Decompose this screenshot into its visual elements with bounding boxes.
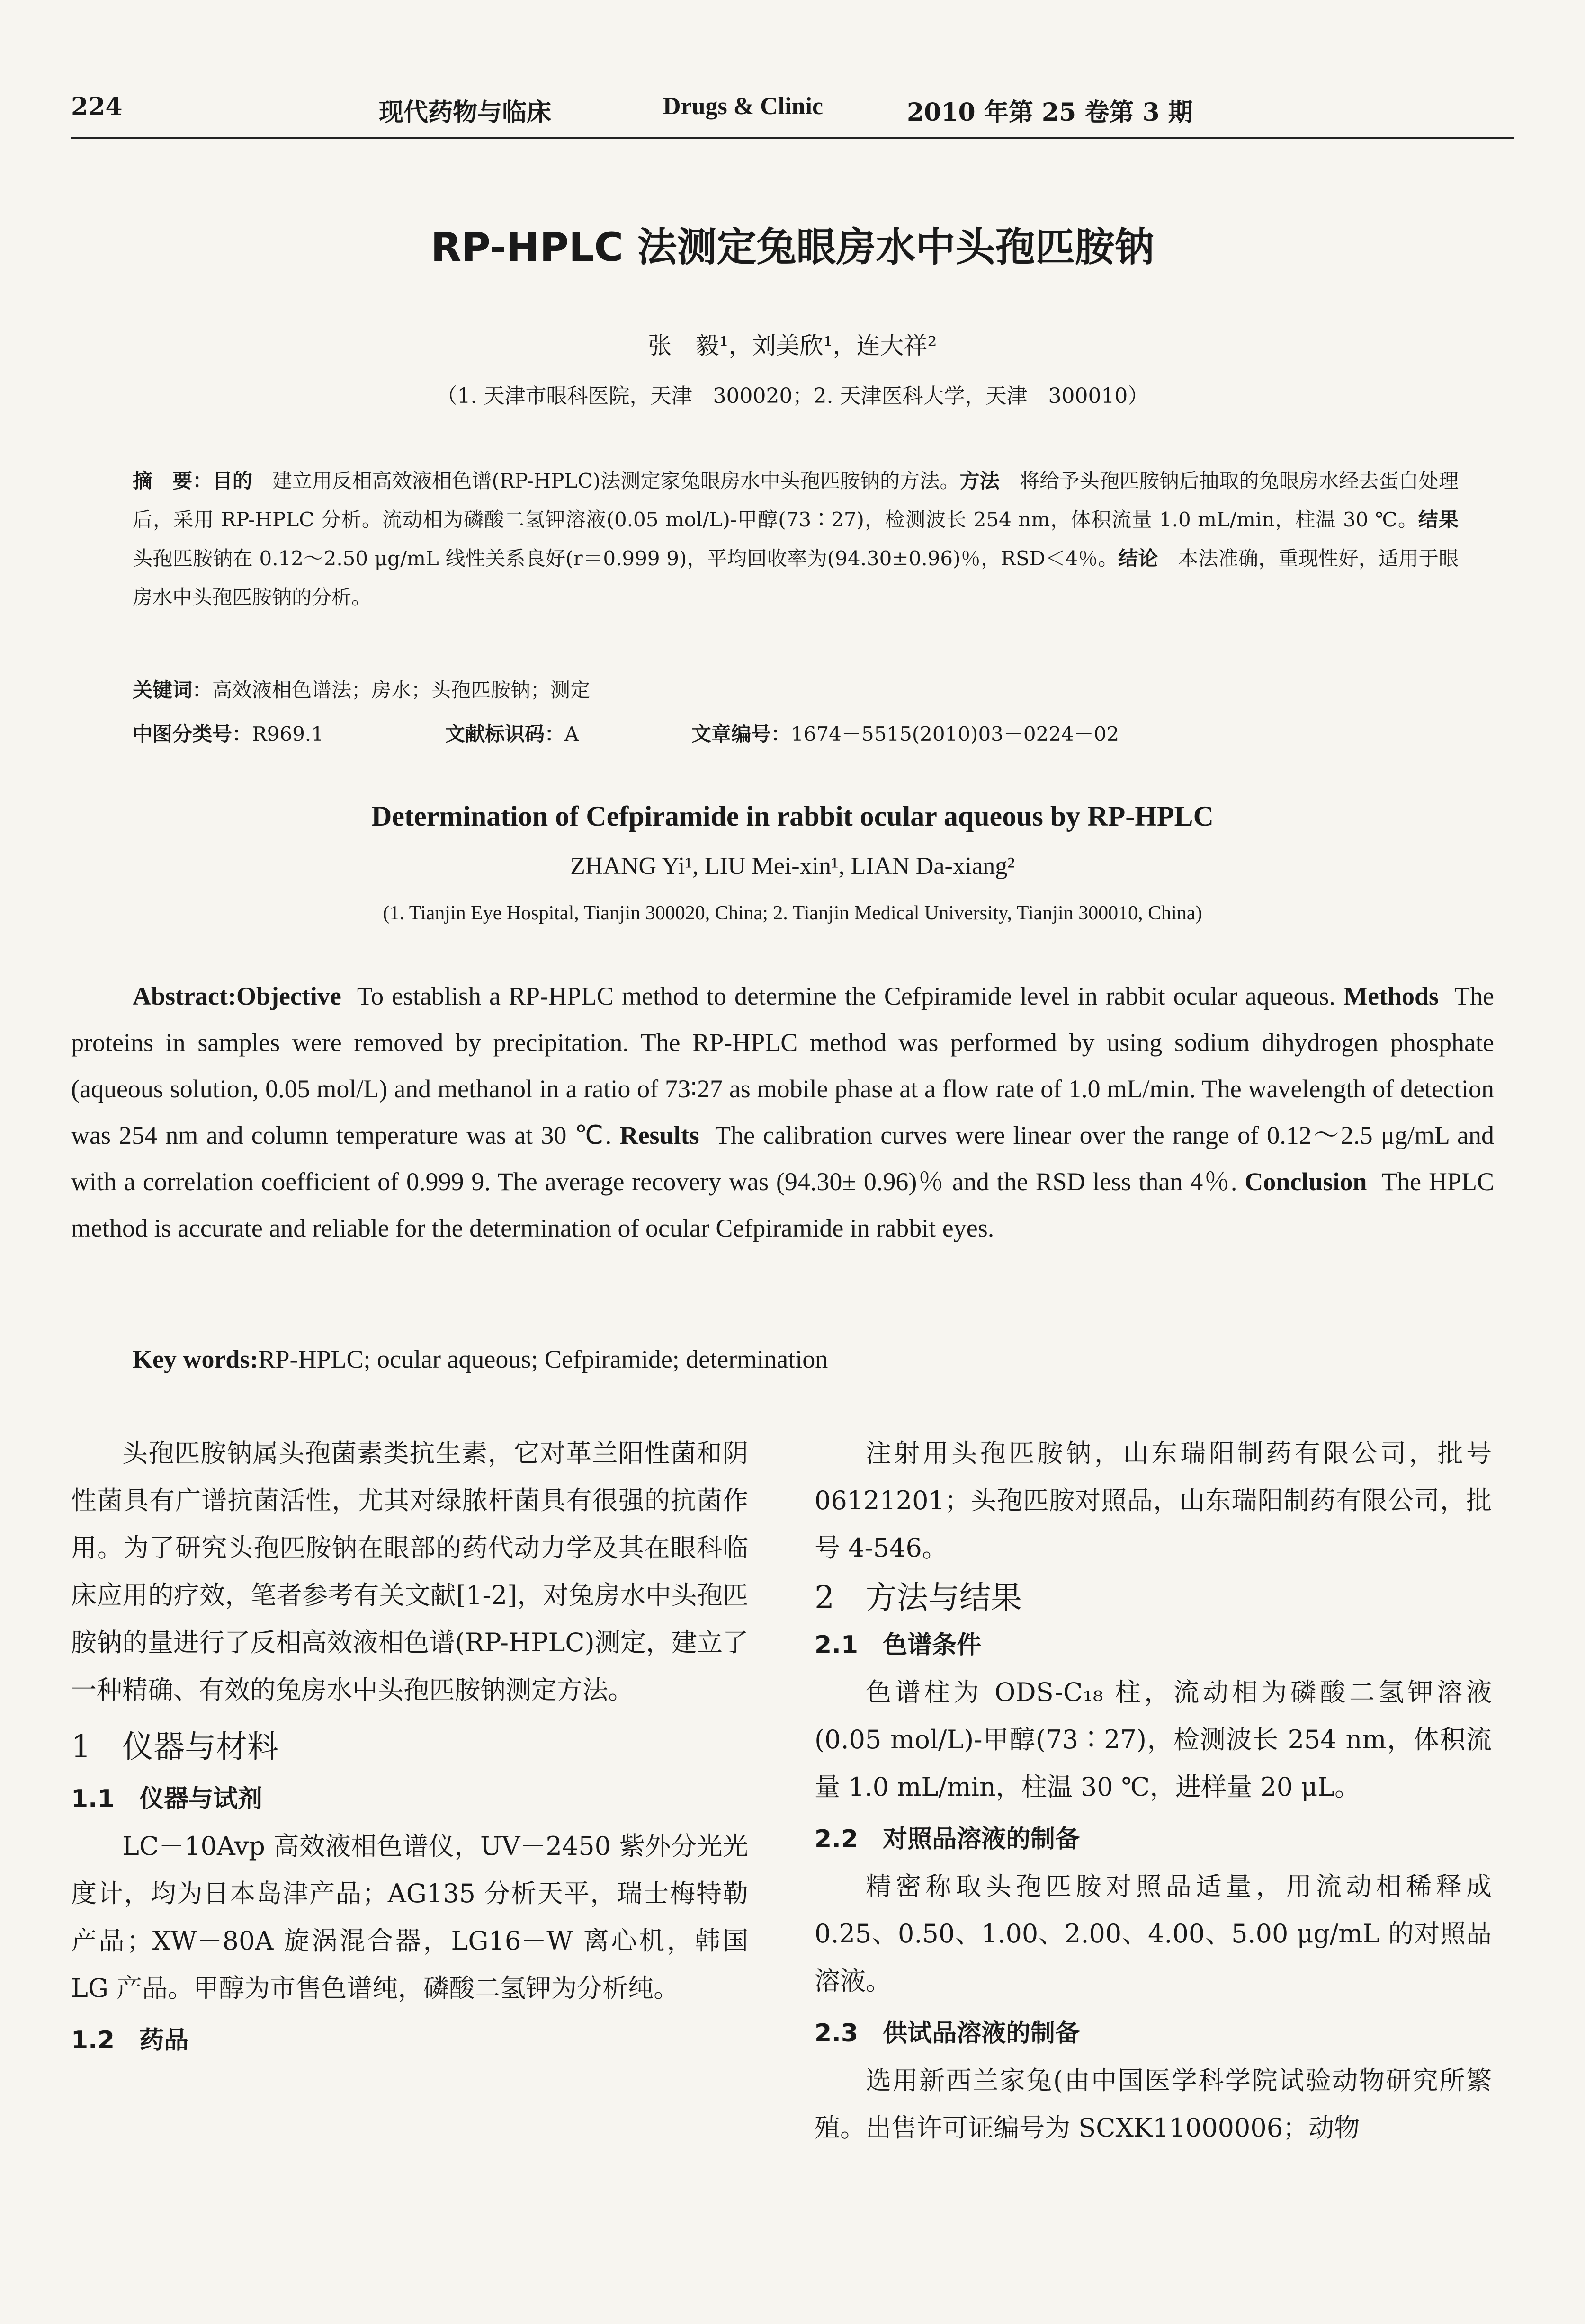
issue-info: 2010 年第 25 卷第 3 期 [907, 98, 1193, 127]
objective-en: To establish a RP-HPLC method to determine the Cefpiramide level in rabbit ocular aqueous. [357, 982, 1336, 1010]
clc-value: R969.1 [252, 722, 324, 746]
section-2-2-title: 2.2 对照品溶液的制备 [815, 1825, 1080, 1853]
section-1-title: 1 仪器与材料 [71, 1728, 278, 1765]
journal-name-cn: 现代药物与临床 [379, 98, 552, 127]
conclusion-label-cn: 结论 [1118, 547, 1158, 570]
affiliation-cn: （1. 天津市眼科医院，天津 300020；2. 天津医科大学，天津 300010） [436, 384, 1149, 408]
intro-paragraph: 头孢匹胺钠属头孢菌素类抗生素，它对革兰阳性菌和阴性菌具有广谱抗菌活性，尤其对绿脓杆菌具有很强的抗菌作用。为了研究头孢匹胺钠在眼部的药代动力学及其在眼科临床应用的疗效，笔者参考有关文献[1-2]，对兔房水中头孢匹胺钠的量进行了反相高效液相色谱(RP-HPLC)测定，建立了一种精确、有效的兔房水中头孢匹胺钠测定方法。 [71, 1438, 748, 1705]
clc-label: 中图分类号： [133, 722, 252, 746]
doc-code-value: A [564, 722, 579, 746]
section-2-1-title: 2.1 色谱条件 [815, 1631, 982, 1659]
conclusion-label-en: Conclusion [1245, 1167, 1367, 1196]
body-right-column [815, 1430, 1492, 2152]
section-2-1-text: 色谱柱为 ODS-C₁₈ 柱，流动相为磷酸二氢钾溶液(0.05 mol/L)-甲醇(73∶27)，检测波长 254 nm，体积流量 1.0 mL/min，柱温 30 ℃，进样量 20 μL。 [815, 1677, 1492, 1802]
methods-label-cn: 方法 [959, 469, 1000, 492]
clc-number [133, 719, 324, 747]
keywords-en-label: Key words: [133, 1345, 259, 1373]
section-1-1-text: LC－10Avp 高效液相色谱仪，UV－2450 紫外分光光度计，均为日本岛津产品；AG135 分析天平，瑞士梅特勒产品；XW－80A 旋涡混合器，LG16－W 离心机，韩国 LG 产品。甲醇为市售色谱纯，磷酸二氢钾为分析纯。 [71, 1831, 748, 2003]
abstract-en-label: Abstract: [133, 982, 236, 1010]
doc-code-label: 文献标识码： [445, 722, 565, 746]
section-1-2-title: 1.2 药品 [71, 2026, 189, 2055]
abstract-cn [133, 462, 1459, 617]
section-2-3-title: 2.3 供试品溶液的制备 [815, 2019, 1080, 2048]
section-2-2-text: 精密称取头孢匹胺对照品适量，用流动相稀释成 0.25、0.50、1.00、2.00、4.00、5.00 μg/mL 的对照品溶液。 [815, 1871, 1492, 1996]
keywords-cn-text: 高效液相色谱法；房水；头孢匹胺钠；测定 [212, 678, 591, 702]
objective-label-en: Objective [236, 982, 341, 1010]
body-left-column [71, 1430, 748, 2064]
objective-label-cn: 目的 [212, 469, 252, 492]
authors-en: ZHANG Yi¹, LIU Mei-xin¹, LIAN Da-xiang² [570, 853, 1015, 880]
objective-cn: 建立用反相高效液相色谱(RP-HPLC)法测定家兔眼房水中头孢匹胺钠的方法。 [272, 469, 960, 492]
article-title-en: Determination of Cefpiramide in rabbit ocular aqueous by RP-HPLC [371, 801, 1214, 832]
section-2-title: 2 方法与结果 [815, 1579, 1022, 1616]
section-1-1-title: 1.1 仪器与试剂 [71, 1785, 263, 1813]
page-number: 224 [71, 92, 123, 121]
authors-cn: 张 毅¹，刘美欣¹，连大祥² [648, 332, 937, 359]
methods-label-en: Methods [1343, 982, 1439, 1010]
results-label-en: Results [619, 1121, 699, 1149]
journal-name-en: Drugs & Clinic [663, 93, 823, 120]
results-cn: 头孢匹胺钠在 0.12～2.50 μg/mL 线性关系良好(r＝0.999 9)，平均回收率为(94.30±0.96)％，RSD＜4％。 [133, 547, 1119, 570]
section-1-2-text: 注射用头孢匹胺钠，山东瑞阳制药有限公司，批号 06121201；头孢匹胺对照品，山东瑞阳制药有限公司，批号 4-546。 [815, 1438, 1492, 1563]
affiliation-en: (1. Tianjin Eye Hospital, Tianjin 300020, China; 2. Tianjin Medical University, Tianjin 300010, China) [383, 902, 1202, 924]
document-code [445, 719, 579, 747]
article-number [691, 719, 1119, 747]
article-no-value: 1674－5515(2010)03－0224－02 [791, 722, 1119, 746]
results-label-cn: 结果 [1418, 508, 1459, 531]
article-no-label: 文章编号： [691, 722, 791, 746]
keywords-en [133, 1345, 828, 1374]
results-en: The calibration curves were linear over the range of 0.12～2.5 μg/mL and with a correlation coefficient of 0.999 9. The average recovery was (94.30± 0.96)％ and the RSD less than 4％. [71, 1121, 1494, 1196]
keywords-cn-label: 关键词： [133, 678, 213, 702]
conclusion-cn: 本法准确，重现性好，适用于眼房水中头孢匹胺钠的分析。 [133, 547, 1459, 609]
conclusion-en: The HPLC method is accurate and reliable for the determination of ocular Cefpiramide in rabbit eyes. [71, 1167, 1495, 1242]
methods-en: The proteins in samples were removed by precipitation. The RP-HPLC method was performed by using sodium dihydrogen phosphate (aqueous solution, 0.05 mol/L) and methanol in a ratio of 73∶27 as mobile phase at a flow rate of 1.0 mL/min. The wavelength of detection was 254 nm and column temperature was at 30 ℃. [71, 982, 1494, 1149]
article-title-cn: RP-HPLC 法测定兔眼房水中头孢匹胺钠 [430, 224, 1155, 270]
methods-cn: 将给予头孢匹胺钠后抽取的兔眼房水经去蛋白处理后，采用 RP-HPLC 分析。流动相为磷酸二氢钾溶液(0.05 mol/L)-甲醇(73∶27)，检测波长 254 nm，体积流量 1.0 mL/min，柱温 30 ℃。 [133, 469, 1459, 531]
keywords-en-text: RP-HPLC; ocular aqueous; Cefpiramide; determination [258, 1345, 828, 1373]
abstract-cn-label: 摘 要： [133, 469, 213, 492]
abstract-en [71, 973, 1494, 1251]
keywords-cn [133, 675, 590, 703]
header-rule [71, 137, 1514, 139]
section-2-3-text: 选用新西兰家兔(由中国医学科学院试验动物研究所繁殖。出售许可证编号为 SCXK11000006；动物 [815, 2066, 1492, 2143]
